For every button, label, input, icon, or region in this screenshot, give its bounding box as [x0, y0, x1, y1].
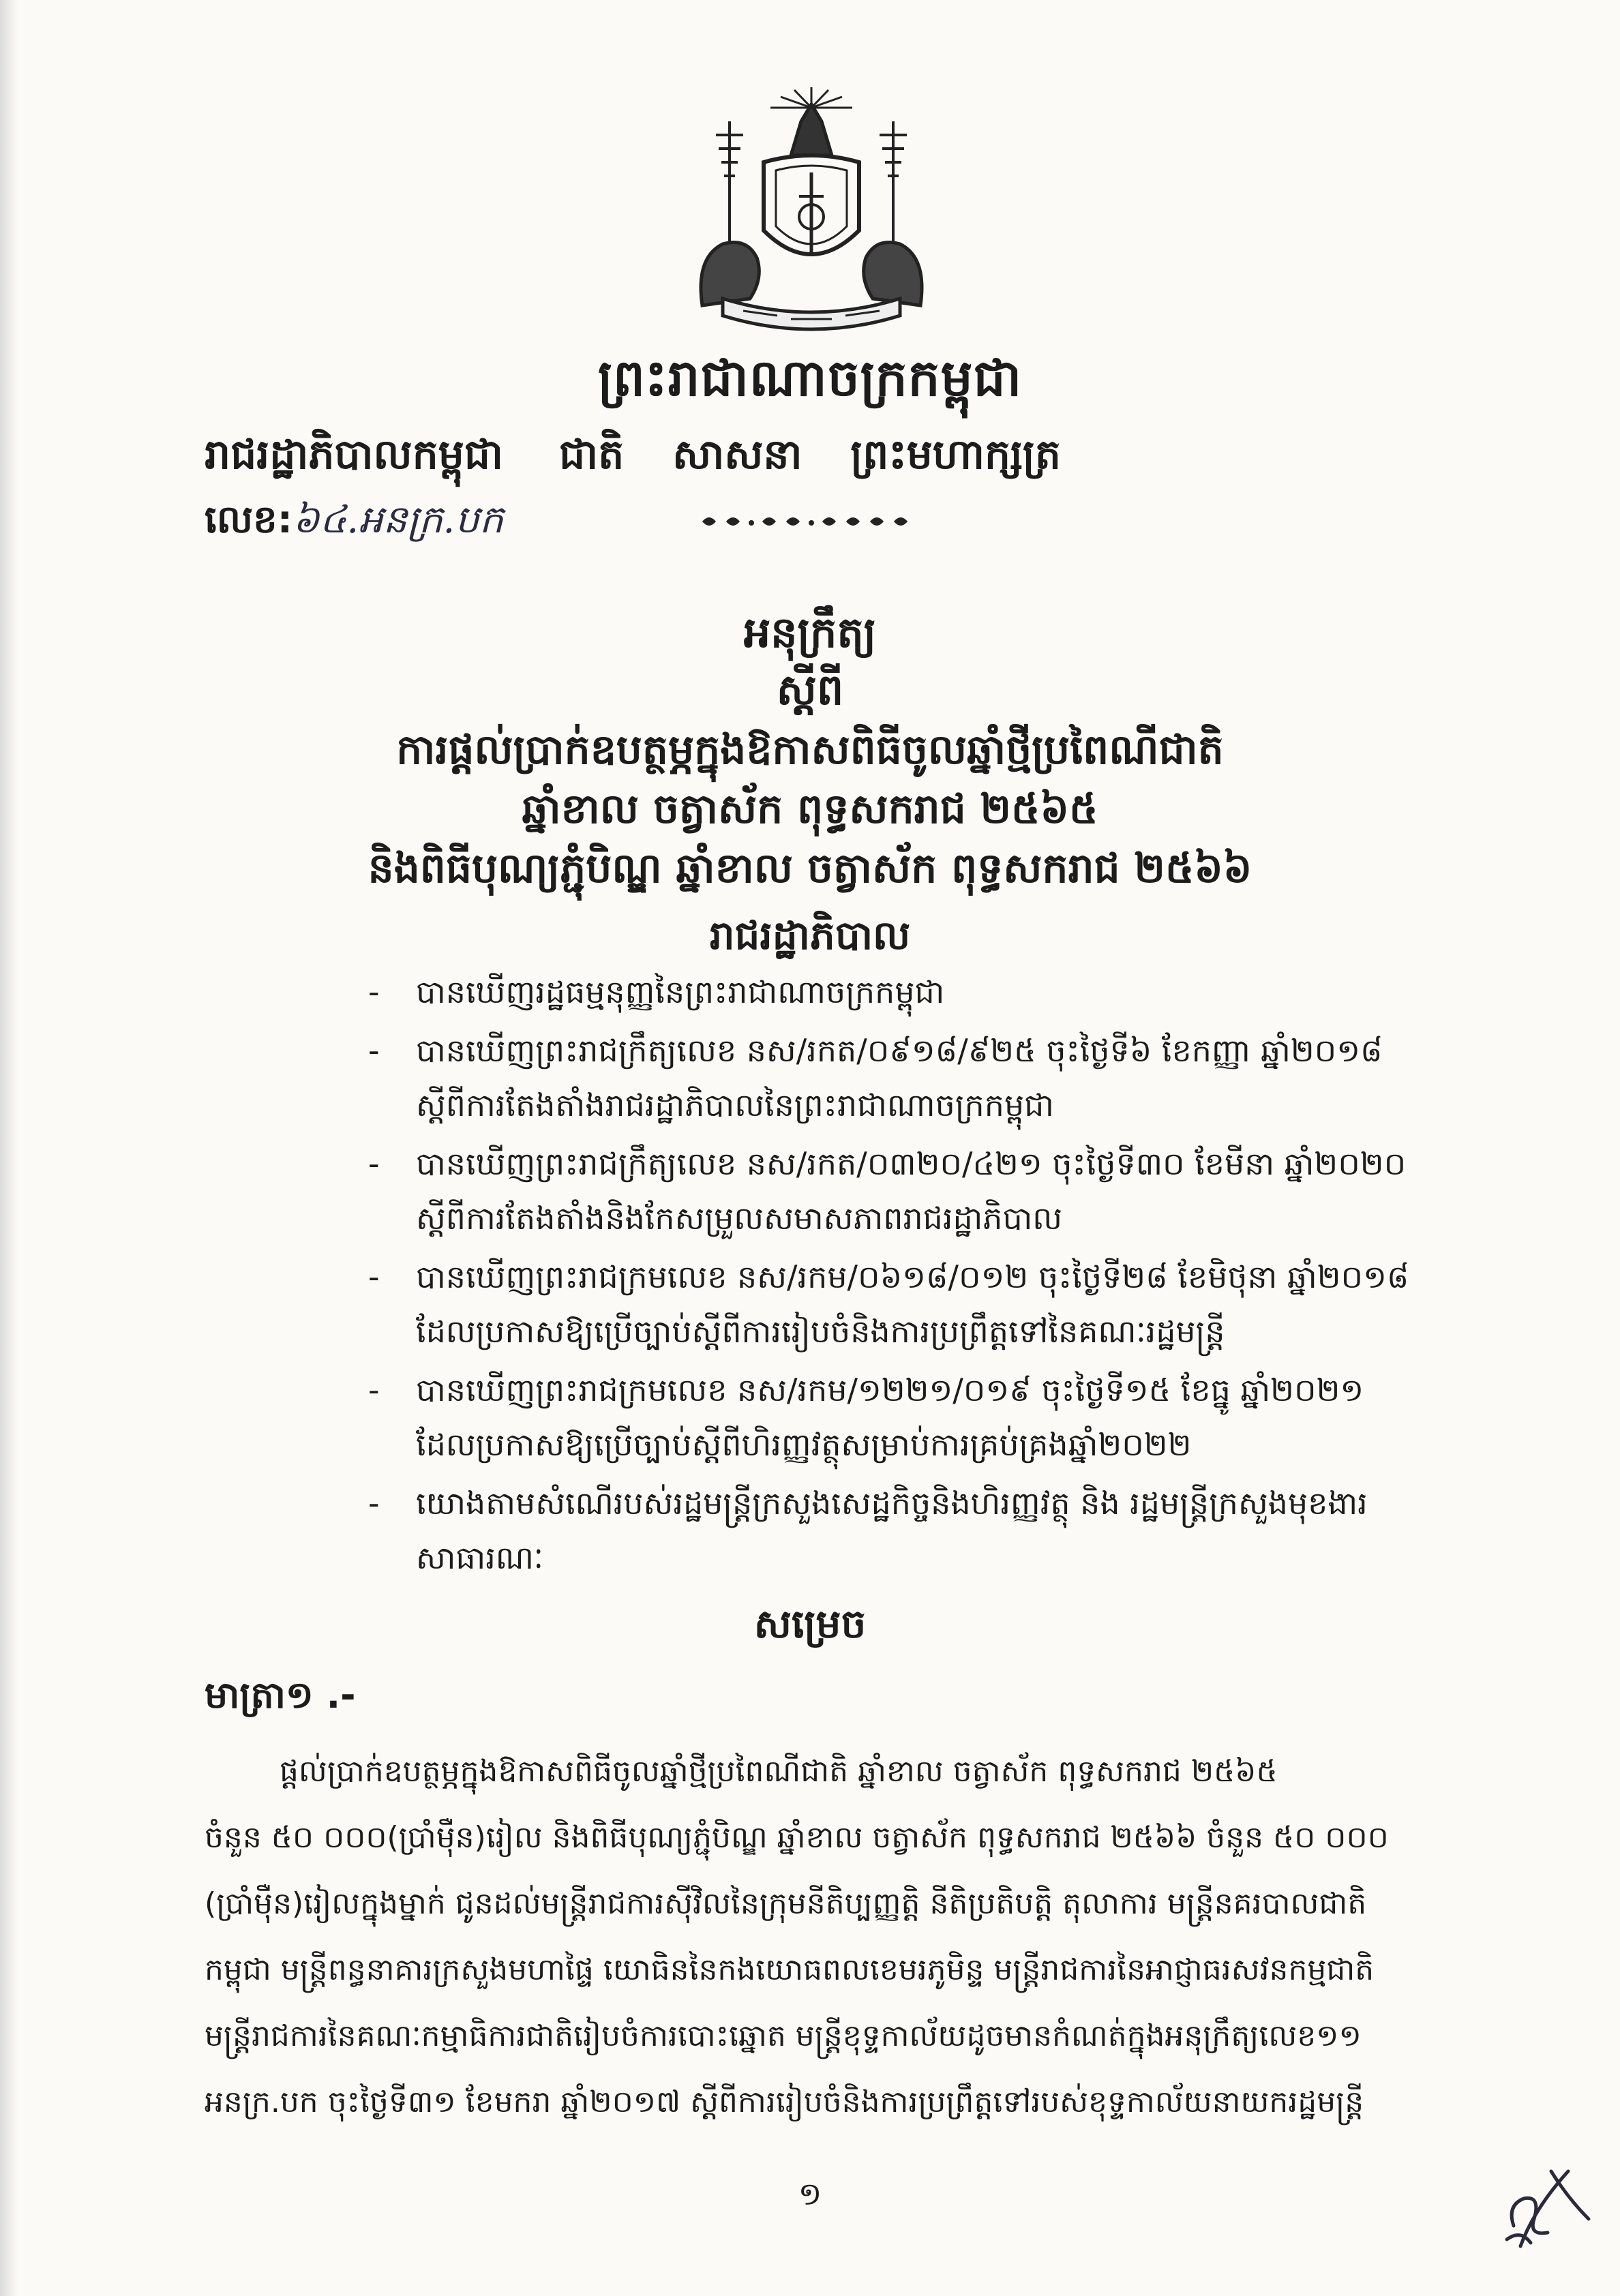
recital-text: បានឃើញព្រះរាជក្រឹត្យលេខ នស/រកត/០៩១៨/៩២៥ ចុះថ្ងៃទី៦ ខែកញ្ញា ឆ្នាំ២០១៨ [416, 1032, 1383, 1069]
reference-number [205, 489, 503, 551]
article-1-title: មាត្រា១ .- [205, 1674, 356, 1717]
royal-emblem-icon [682, 80, 941, 339]
recital-text: បានឃើញព្រះរាជក្រមលេខ នស/រកម/១២២១/០១៩ ចុះថ្ងៃទី១៥ ខែធ្នូ ឆ្នាំ២០២១ [416, 1372, 1364, 1408]
recital-item [368, 1476, 1425, 1585]
bullet-dash: - [368, 1032, 380, 1069]
bullet-dash: - [368, 1372, 380, 1408]
decision-heading: សម្រេច [753, 1601, 867, 1647]
recital-text: សាធារណៈ [416, 1539, 543, 1576]
recital-item [368, 965, 1425, 1019]
recital-item [368, 1250, 1425, 1359]
recitals-list [368, 965, 1425, 1589]
title-line-2: ឆ្នាំខាល ចត្វាស័ក ពុទ្ធសករាជ ២៥៦៥ [522, 785, 1098, 833]
kingdom-heading: ព្រះរាជាណាចក្រកម្ពុជា [597, 349, 1023, 408]
recital-item [368, 1136, 1425, 1245]
recital-text: ដែលប្រកាសឱ្យប្រើច្បាប់ស្តីពីហិរញ្ញវត្ថុសម្រាប់ការគ្រប់គ្រងឆ្នាំ២០២២ [416, 1426, 1192, 1463]
article-1-body [205, 1738, 1432, 2135]
recital-text: ស្តីពីការតែងតាំងនិងកែសម្រួលសមាសភាពរាជរដ្ឋាភិបាល [416, 1200, 1063, 1237]
issuer-heading: រាជរដ្ឋាភិបាល [709, 912, 911, 958]
page-number: ១ [798, 2175, 822, 2212]
bullet-dash: - [368, 1145, 380, 1182]
government-name: រាជរដ្ឋាភិបាលកម្ពុជា [205, 431, 503, 479]
bullet-dash: - [368, 973, 380, 1010]
document-type: អនុក្រឹត្យ [743, 607, 877, 657]
recital-text: ស្តីពីការតែងតាំងរាជរដ្ឋាភិបាលនៃព្រះរាជាណាចក្រកម្ពុជា [416, 1087, 1054, 1123]
title-line-1: ការផ្តល់ប្រាក់ឧបត្ថម្ភក្នុងឱកាសពិធីចូលឆ្នាំថ្មីប្រពៃណីជាតិ [396, 726, 1224, 774]
bullet-dash: - [368, 1485, 380, 1522]
recital-text: បានឃើញរដ្ឋធម្មនុញ្ញនៃព្រះរាជាណាចក្រកម្ពុជា [416, 973, 945, 1010]
reference-label: លេខ: [205, 498, 293, 542]
article-line: (ប្រាំម៉ឺន)រៀលក្នុងម្នាក់ ជូនដល់មន្ត្រីរាជការស៊ីវិលនៃក្រុមនីតិប្បញ្ញត្តិ នីតិប្រតិបត្តិ តុលាការ មន្ត្រីនគរបាលជាតិ [205, 1886, 1367, 1921]
ornament-divider-icon [695, 508, 914, 535]
handwritten-initials-icon [1493, 2144, 1595, 2260]
article-line: មន្ត្រីរាជការនៃគណៈកម្មាធិការជាតិរៀបចំការបោះឆ្នោត មន្ត្រីខុទ្ទកាល័យដូចមានកំណត់ក្នុងអនុក្រឹត្យលេខ១១ [205, 2019, 1362, 2053]
title-about: ស្តីពី [776, 665, 844, 714]
bullet-dash: - [368, 1258, 380, 1295]
recital-text: បានឃើញព្រះរាជក្រឹត្យលេខ នស/រកត/០៣២០/៤២១ ចុះថ្ងៃទី៣០ ខែមីនា ឆ្នាំ២០២០ [416, 1145, 1407, 1182]
article-line: ចំនួន ៥០ ០០០(ប្រាំម៉ឺន)រៀល និងពិធីបុណ្យភ្ជុំបិណ្ឌ ឆ្នាំខាល ចត្វាស័ក ពុទ្ធសករាជ ២៥៦៦ ចំនួន ៥០ ០០០ [205, 1820, 1389, 1855]
recital-text: បានឃើញព្រះរាជក្រមលេខ នស/រកម/០៦១៨/០១២ ចុះថ្ងៃទី២៨ ខែមិថុនា ឆ្នាំ២០១៨ [416, 1258, 1409, 1295]
title-line-3: និងពិធីបុណ្យភ្ជុំបិណ្ឌ ឆ្នាំខាល ចត្វាស័ក ពុទ្ធសករាជ ២៥៦៦ [368, 845, 1252, 892]
recital-text: យោងតាមសំណើរបស់រដ្ឋមន្ត្រីក្រសួងសេដ្ឋកិច្ចនិងហិរញ្ញវត្ថុ និង រដ្ឋមន្ត្រីក្រសួងមុខងារ [416, 1485, 1368, 1522]
article-line: កម្ពុជា មន្ត្រីពន្ធនាគារក្រសួងមហាផ្ទៃ យោធិននៃកងយោធពលខេមរភូមិន្ទ មន្ត្រីរាជការនៃអាជ្ញាធរសវនកម្មជាតិ [205, 1952, 1375, 1987]
recital-text: ដែលប្រកាសឱ្យប្រើច្បាប់ស្តីពីការរៀបចំនិងការប្រព្រឹត្តទៅនៃគណៈរដ្ឋមន្ត្រី [416, 1313, 1225, 1350]
national-motto: ជាតិ សាសនា ព្រះមហាក្សត្រ [559, 431, 1061, 479]
article-line: អនក្រ.បក ចុះថ្ងៃទី៣១ ខែមករា ឆ្នាំ២០១៧ ស្តីពីការរៀបចំនិងការប្រព្រឹត្តទៅរបស់ខុទ្ទកាល័យនាយករដ្ឋមន្ត្រី [205, 2085, 1364, 2119]
article-line: ផ្តល់ប្រាក់ឧបត្ថម្ភក្នុងឱកាសពិធីចូលឆ្នាំថ្មីប្រពៃណីជាតិ ឆ្នាំខាល ចត្វាស័ក ពុទ្ធសករាជ ២៥៦៥ [280, 1754, 1278, 1789]
reference-value: ៦៤.អនក្រ.បក [292, 498, 504, 542]
recital-item [368, 1023, 1425, 1132]
recital-item [368, 1363, 1425, 1472]
